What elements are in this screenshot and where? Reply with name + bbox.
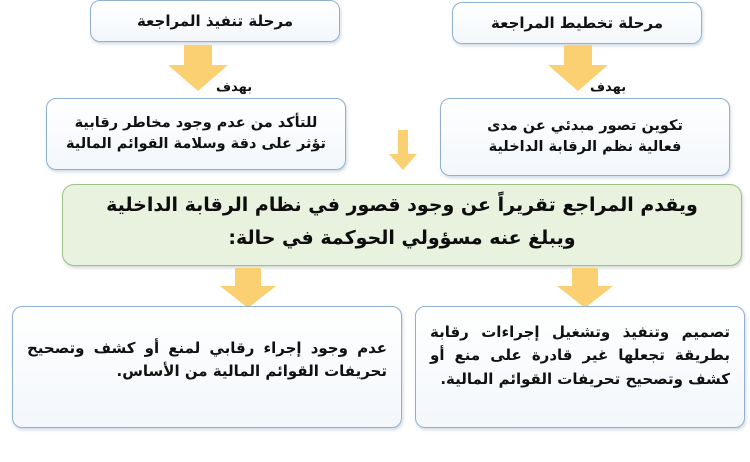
right-case-box [415,306,745,428]
execution-goal-text: للتأكد من عدم وجود مخاطر رقابية تؤثر على دقة وسلامة القوائم المالية [66,114,326,152]
execution-goal-box [46,98,346,170]
execution-stage-label: مرحلة تنفيذ المراجعة [136,12,294,30]
planning-stage-box [452,2,702,44]
left-case-box [12,306,402,428]
middle-down-arrow-icon [389,130,417,170]
left-case-text: عدم وجود إجراء رقابي لمنع أو كشف وتصحيح تحريفات القوائم المالية من الأساس. [27,339,387,381]
planning-stage-label: مرحلة تخطيط المراجعة [491,14,664,32]
right-case-arrow-icon [557,268,613,308]
execution-goal-label: بهدف [216,80,253,95]
planning-goal-text: تكوين تصور مبدئي عن مدى فعالية نظم الرقابة الداخلية [487,117,683,155]
right-case-text: تصميم وتنفيذ وتشغيل إجراءات رقابة بطريقة تجعلها غير قادرة على منع أو كشف وتصحيح تحريفات القوائم المالية. [430,323,730,388]
planning-goal-label: بهدف [590,80,627,95]
left-case-arrow-icon [220,268,276,308]
report-line-1: ويقدم المراجع تقريراً عن وجود قصور في نظام الرقابة الداخلية [106,194,698,216]
report-box [62,184,742,266]
execution-stage-box [90,0,340,42]
report-line-2: ويبلغ عنه مسؤولي الحوكمة في حالة: [228,227,576,250]
planning-goal-box [440,98,730,176]
